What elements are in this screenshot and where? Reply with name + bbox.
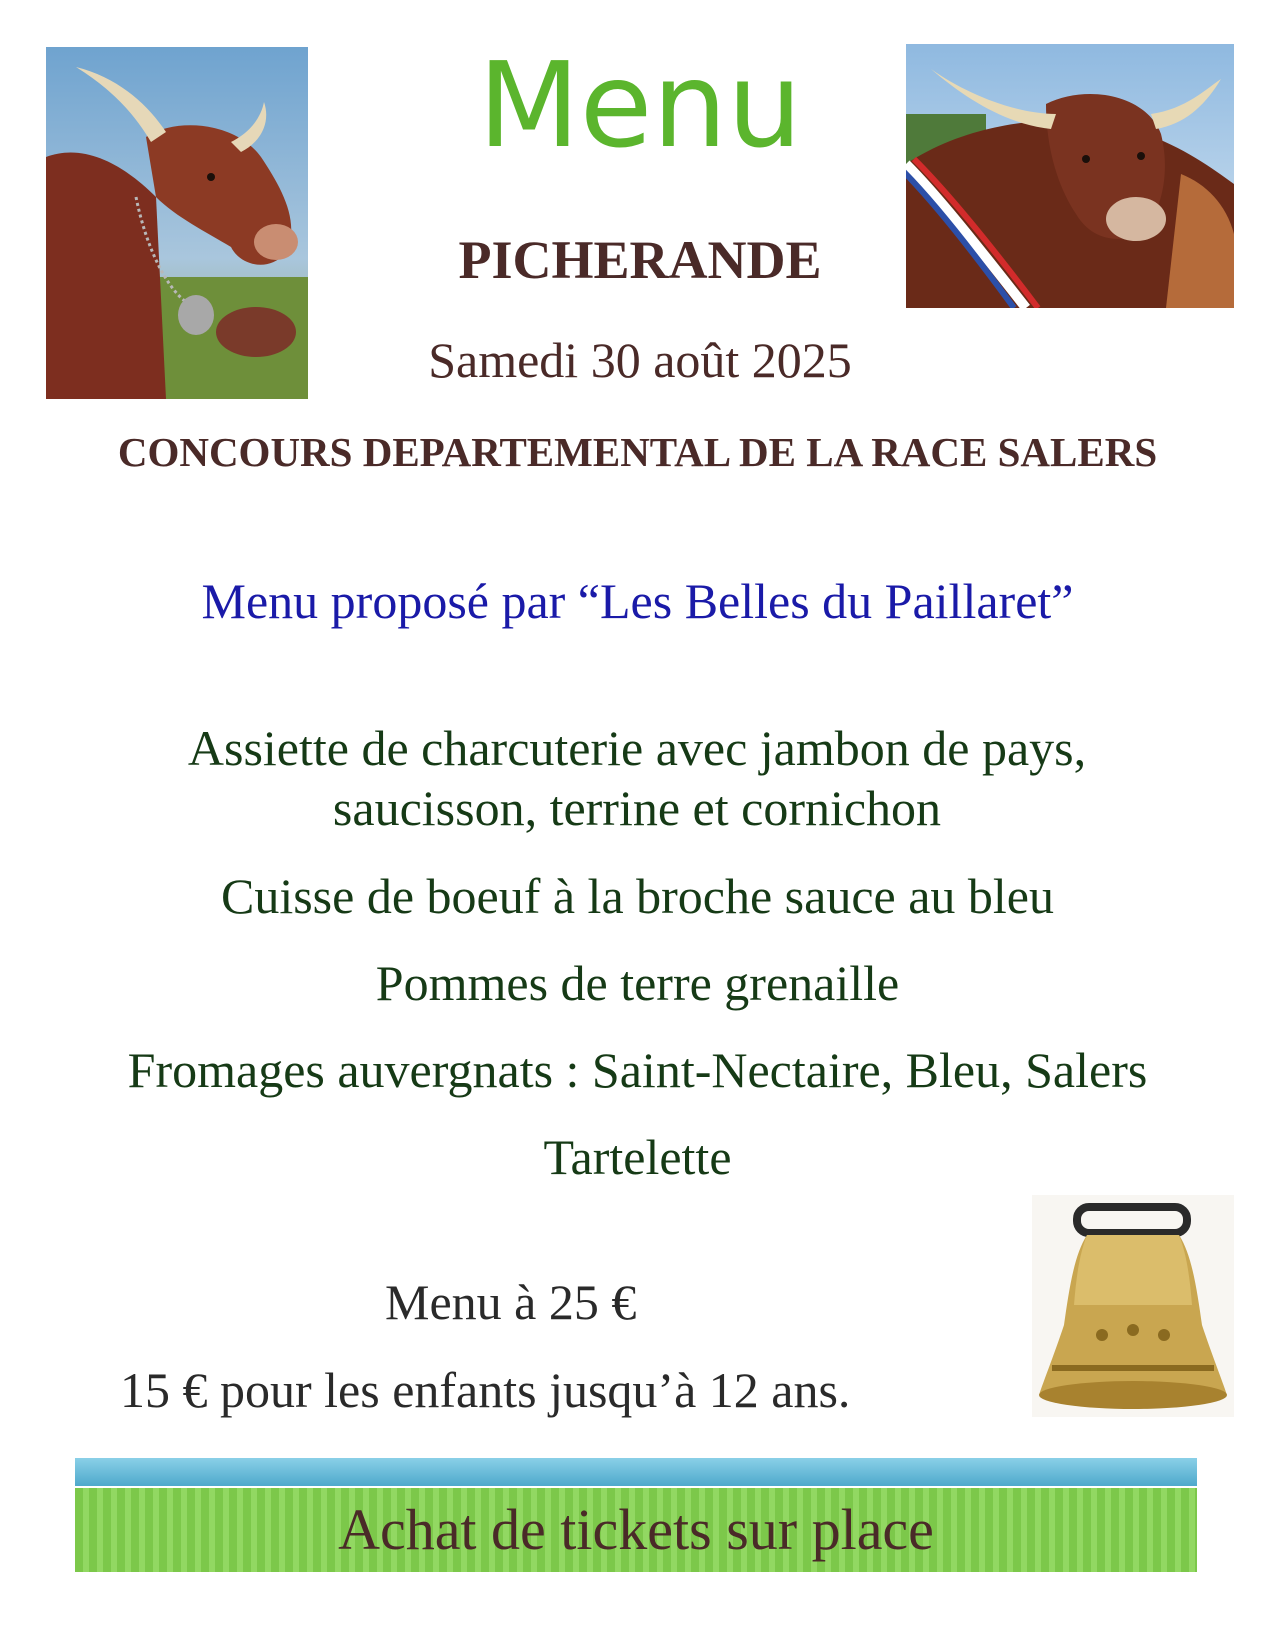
menu-item: Assiette de charcuterie avec jambon de pays, saucisson, terrine et cornichon — [187, 720, 1087, 836]
bell-illustration — [1032, 1195, 1234, 1417]
place-name: PICHERANDE — [458, 230, 822, 290]
menu-item: Tartelette — [543, 1129, 732, 1185]
ticket-banner-text: Achat de tickets sur place — [338, 1497, 934, 1562]
salers-bull-photo — [906, 44, 1234, 308]
cow-bell-photo — [1032, 1195, 1234, 1417]
menu-proposer: Menu proposé par “Les Belles du Paillaret” — [201, 573, 1074, 629]
child-price: 15 € pour les enfants jusqu’à 12 ans. — [120, 1362, 851, 1418]
bull-illustration — [906, 44, 1234, 308]
page-title: Menu — [478, 36, 802, 174]
menu-item: Pommes de terre grenaille — [375, 955, 900, 1011]
event-date: Samedi 30 août 2025 — [428, 332, 852, 388]
adult-price: Menu à 25 € — [385, 1274, 637, 1330]
event-title: CONCOURS DEPARTEMENTAL DE LA RACE SALERS — [117, 429, 1158, 475]
banner-top-stripe — [75, 1458, 1197, 1486]
salers-cow-photo — [46, 47, 308, 399]
menu-item: Cuisse de boeuf à la broche sauce au bleu — [220, 868, 1054, 924]
cow-illustration — [46, 47, 308, 399]
menu-item: Fromages auvergnats : Saint-Nectaire, Bleu, Salers — [127, 1042, 1148, 1098]
